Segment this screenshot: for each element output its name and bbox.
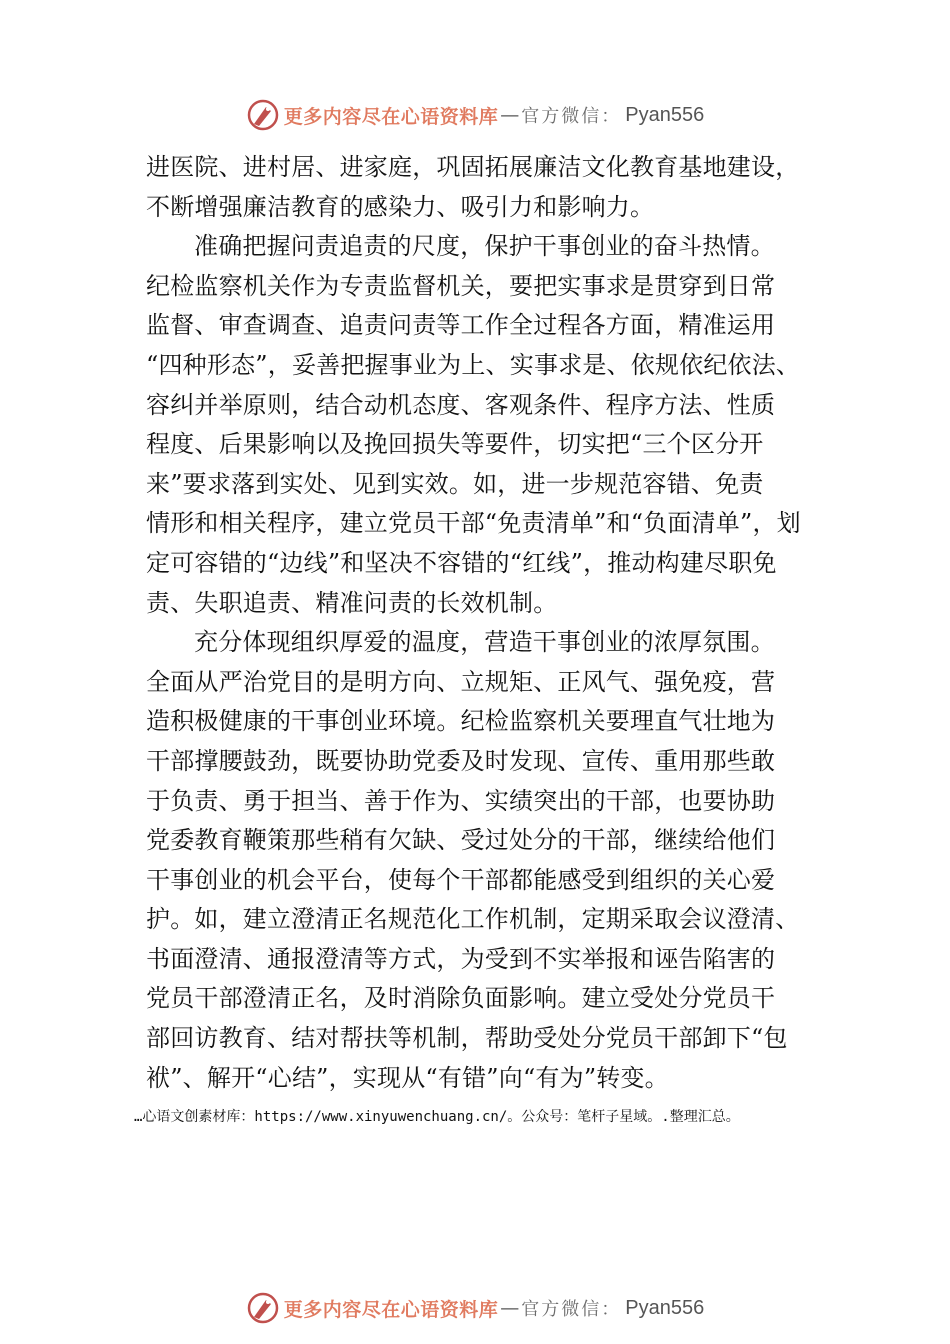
banner-wechat-label: 官方微信： xyxy=(521,106,622,127)
text-line: 于负责、勇于担当、善于作为、实绩突出的干部，也要协助 xyxy=(146,786,776,815)
text-line: 党员干部澄清正名，及时消除负面影响。建立受处分党员干 xyxy=(146,984,776,1013)
text-line: 情形和相关程序，建立党员干部“免责清单”和“负面清单”，划 xyxy=(146,509,801,538)
banner-brand: 更多内容尽在心语资料库 xyxy=(283,105,499,128)
text-line: 书面澄清、通报澄清等方式，为受到不实举报和诬告陷害的 xyxy=(146,944,776,973)
text-line: 定可容错的“边线”和坚决不容错的“红线”，推动构建尽职免 xyxy=(146,548,777,577)
text-line: 进医院、进村居、进家庭，巩固拓展廉洁文化教育基地建设， xyxy=(146,153,800,181)
source-footnote: …心语文创素材库：https://www.xinyuwenchuang.cn/。公众号：笔杆子星域。.整理汇总。 xyxy=(134,1109,740,1125)
text-line: 纪检监察机关作为专责监督机关，要把实事求是贯穿到日常 xyxy=(146,271,776,300)
text-line: 程度、后果影响以及挽回损失等要件，切实把“三个区分开 xyxy=(146,430,764,459)
text-line: 造积极健康的干事创业环境。纪检监察机关要理直气壮地为 xyxy=(146,707,776,736)
text-line: “四种形态”，妥善把握事业为上、实事求是、依规依纪依法、 xyxy=(146,350,801,379)
pen-nib-icon xyxy=(246,98,280,132)
banner-wechat-id: Pyan556 xyxy=(625,1296,705,1319)
text-line: 全面从严治党目的是明方向、立规矩、正风气、强免疫，营 xyxy=(146,667,776,696)
text-line: 党委教育鞭策那些稍有欠缺、受过处分的干部，继续给他们 xyxy=(146,826,776,855)
text-line: 袱”、解开“心结”，实现从“有错”向“有为”转变。 xyxy=(146,1063,669,1092)
text-line: 干部撑腰鼓劲，既要协助党委及时发现、宣传、重用那些敢 xyxy=(146,746,776,775)
text-line: 容纠并举原则，结合动机态度、客观条件、程序方法、性质 xyxy=(146,390,776,419)
text-line: 责、失职追责、精准问责的长效机制。 xyxy=(146,588,558,617)
banner-wechat-id: Pyan556 xyxy=(625,103,705,126)
text-line: 监督、审查调查、追责问责等工作全过程各方面，精准运用 xyxy=(146,311,776,340)
banner-dash: — xyxy=(500,104,520,126)
paragraph-heading: 准确把握问责追责的尺度，保护干事创业的奋斗热情。 xyxy=(194,232,775,261)
text-line: 部回访教育、结对帮扶等机制，帮助受处分党员干部卸下“包 xyxy=(146,1024,788,1053)
footer-banner xyxy=(0,1288,950,1328)
banner-dash: — xyxy=(500,1297,520,1319)
header-banner xyxy=(0,95,950,135)
text-line: 不断增强廉洁教育的感染力、吸引力和影响力。 xyxy=(146,192,655,221)
document-body xyxy=(146,148,826,1098)
text-line: 来”要求落到实处、见到实效。如，进一步规范容错、免责 xyxy=(146,469,764,498)
text-line: 护。如，建立澄清正名规范化工作机制，定期采取会议澄清、 xyxy=(146,905,800,934)
text-line: 干事创业的机会平台，使每个干部都能感受到组织的关心爱 xyxy=(146,865,776,894)
banner-brand: 更多内容尽在心语资料库 xyxy=(283,1298,499,1321)
paragraph-heading: 充分体现组织厚爱的温度，营造干事创业的浓厚氛围。 xyxy=(194,628,775,657)
pen-nib-icon xyxy=(246,1291,280,1325)
banner-wechat-label: 官方微信： xyxy=(521,1299,622,1320)
